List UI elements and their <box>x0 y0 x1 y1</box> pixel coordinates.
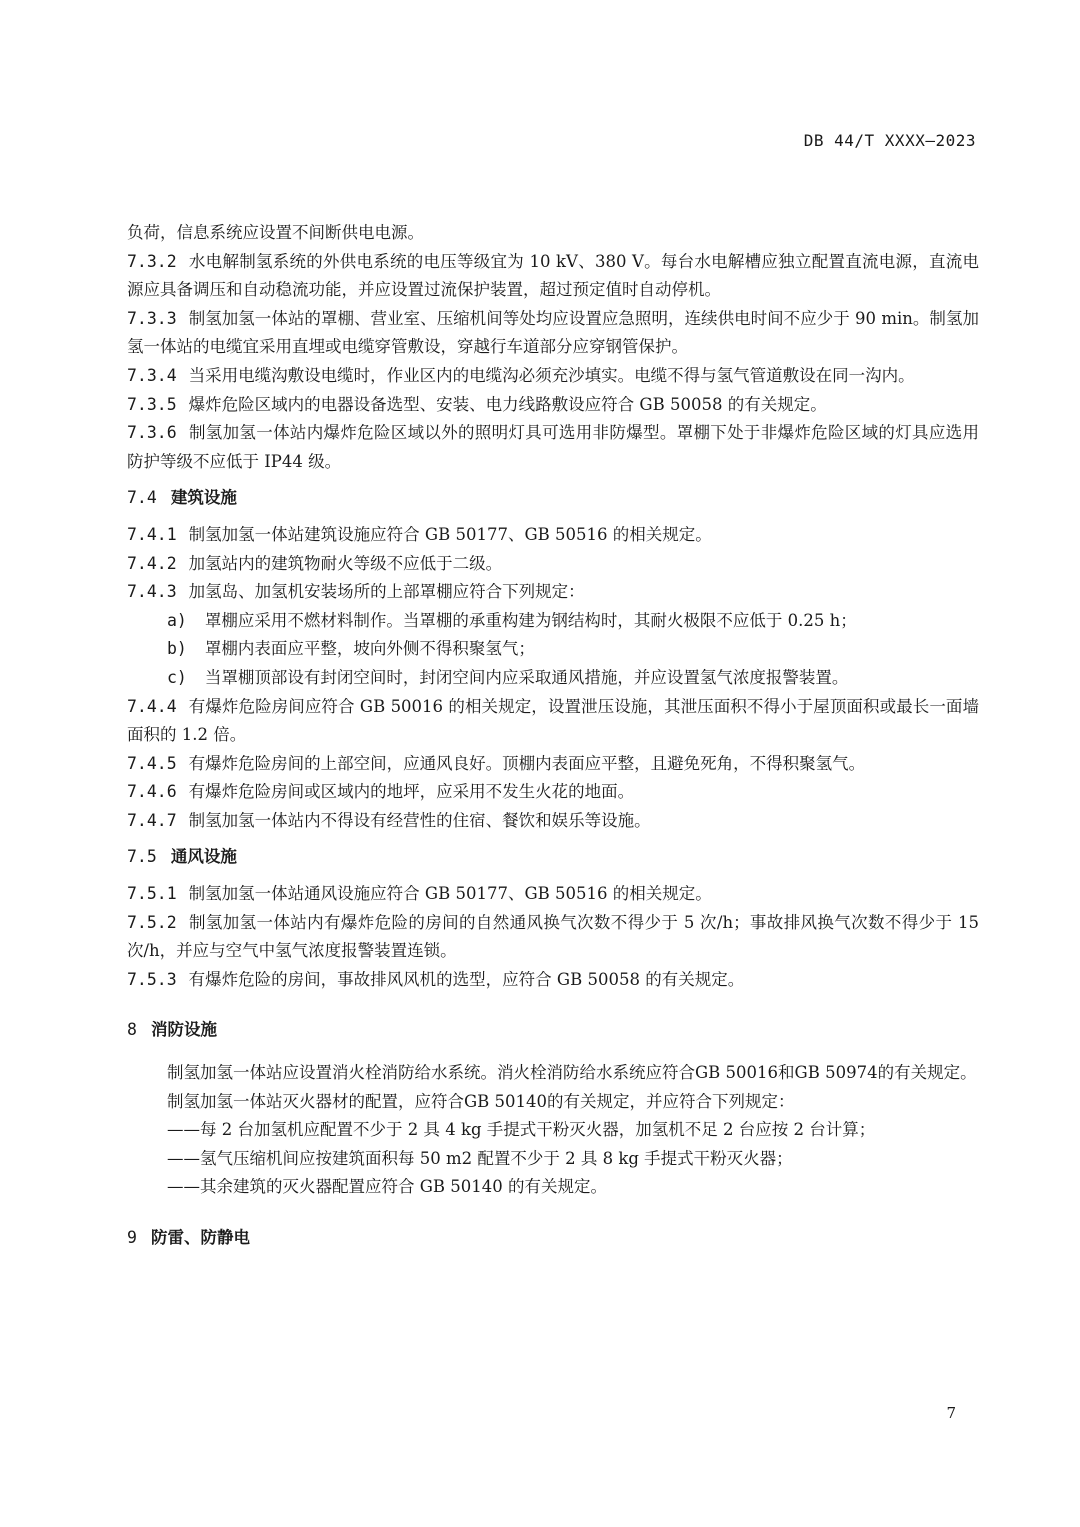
section-title: 通风设施 <box>170 847 237 867</box>
clause-7-3-4 <box>127 362 979 391</box>
clause-number: 7.4.5 <box>127 753 177 773</box>
clause-text: 有爆炸危险房间的上部空间，应通风良好。顶棚内表面应平整，且避免死角，不得积聚氢气。 <box>188 753 866 773</box>
section-heading-7-4 <box>127 484 979 513</box>
clause-text: 加氢站内的建筑物耐火等级不应低于二级。 <box>188 553 503 573</box>
clause-number: 7.4.7 <box>127 810 177 830</box>
clause-number: 7.5.1 <box>127 884 177 904</box>
list-letter: b) <box>167 639 187 659</box>
clause-number: 7.3.3 <box>127 308 177 328</box>
clause-text: 制氢加氢一体站内不得设有经营性的住宿、餐饮和娱乐等设施。 <box>188 810 651 830</box>
clause-7-5-1 <box>127 880 979 909</box>
section-number: 8 <box>127 1020 137 1040</box>
clause-text: 有爆炸危险房间或区域内的地坪，应采用不发生火花的地面。 <box>188 782 635 802</box>
clause-7-4-3 <box>127 578 979 607</box>
clause-7-3-6 <box>127 419 979 476</box>
clause-7-4-7 <box>127 807 979 836</box>
clause-text: 制氢加氢一体站内有爆炸危险的房间的自然通风换气次数不得少于 5 次/h；事故排风换气次数不得少于 15 次/h，并应与空气中氢气浓度报警装置连锁。 <box>127 912 979 961</box>
section-heading-9 <box>127 1224 979 1253</box>
clause-7-4-6 <box>127 778 979 807</box>
list-item-b <box>127 635 979 664</box>
clause-text: 有爆炸危险的房间，事故排风风机的选型，应符合 GB 50058 的有关规定。 <box>188 969 745 989</box>
clause-7-5-2 <box>127 909 979 966</box>
paragraph-731-continuation: 负荷，信息系统应设置不间断供电电源。 <box>127 223 424 242</box>
paragraph-8-2: 制氢加氢一体站灭火器材的配置，应符合GB 50140的有关规定，并应符合下列规定： <box>167 1091 795 1111</box>
list-letter: c) <box>167 667 187 687</box>
clause-7-3-3 <box>127 305 979 362</box>
section-title: 消防设施 <box>150 1020 217 1040</box>
clause-number: 7.4.3 <box>127 582 177 602</box>
clause-text: 制氢加氢一体站建筑设施应符合 GB 50177、GB 50516 的相关规定。 <box>188 524 712 544</box>
section-heading-7-5 <box>127 843 979 872</box>
clause-text: 水电解制氢系统的外供电系统的电压等级宜为 10 kV、380 V。每台水电解槽应独立配置直流电源，直流电源应具备调压和自动稳流功能，并应设置过流保护装置，超过预定值时自动停机。 <box>127 251 979 300</box>
section-number: 9 <box>127 1228 137 1247</box>
clause-7-4-4 <box>127 693 979 750</box>
clause-text: 制氢加氢一体站通风设施应符合 GB 50177、GB 50516 的相关规定。 <box>188 884 712 904</box>
clause-number: 7.4.2 <box>127 553 177 573</box>
clause-7-4-5 <box>127 750 979 779</box>
dash-item-2: ——氢气压缩机间应按建筑面积每 50 m2 配置不少于 2 具 8 kg 手提式干粉灭火器； <box>167 1148 793 1168</box>
dash-item-1: ——每 2 台加氢机应配置不少于 2 具 4 kg 手提式干粉灭火器，加氢机不足 2 台应按 2 台计算； <box>167 1120 876 1140</box>
list-item-a <box>127 607 979 636</box>
clause-text: 制氢加氢一体站的罩棚、营业室、压缩机间等处均应设置应急照明，连续供电时间不应少于 90 min。制氢加氢一体站的电缆宜采用直埋或电缆穿管敷设，穿越行车道部分应穿钢管保护。 <box>127 308 979 357</box>
list-item-c <box>127 664 979 693</box>
clause-7-3-2 <box>127 248 979 305</box>
section-number: 7.5 <box>127 847 157 867</box>
document-body <box>127 219 979 1253</box>
clause-text: 有爆炸危险房间应符合 GB 50016 的相关规定，设置泄压设施，其泄压面积不得小于屋顶面积或最长一面墙面积的 1.2 倍。 <box>127 696 979 745</box>
list-text: 罩棚应采用不燃材料制作。当罩棚的承重构建为钢结构时，其耐火极限不应低于 0.25 h； <box>204 610 857 630</box>
clause-number: 7.3.5 <box>127 394 177 414</box>
page-number: 7 <box>946 1404 956 1422</box>
section-number: 7.4 <box>127 488 157 508</box>
section-title: 建筑设施 <box>170 488 237 508</box>
document-id-header: DB 44/T XXXX—2023 <box>803 131 976 150</box>
list-text: 当罩棚顶部设有封闭空间时，封闭空间内应采取通风措施，并应设置氢气浓度报警装置。 <box>204 667 849 687</box>
clause-text: 爆炸危险区域内的电器设备选型、安装、电力线路敷设应符合 GB 50058 的有关规定。 <box>188 394 827 414</box>
clause-7-5-3 <box>127 966 979 995</box>
clause-7-4-2 <box>127 550 979 579</box>
dash-item-3: ——其余建筑的灭火器配置应符合 GB 50140 的有关规定。 <box>167 1177 608 1197</box>
clause-number: 7.3.2 <box>127 251 177 271</box>
list-letter: a) <box>167 610 187 630</box>
clause-number: 7.5.2 <box>127 912 177 932</box>
list-text: 罩棚内表面应平整，坡向外侧不得积聚氢气； <box>204 639 535 659</box>
clause-text: 加氢岛、加氢机安装场所的上部罩棚应符合下列规定： <box>188 582 585 602</box>
clause-number: 7.5.3 <box>127 969 177 989</box>
clause-number: 7.3.4 <box>127 365 177 385</box>
paragraph-8-1: 制氢加氢一体站应设置消火栓消防给水系统。消火栓消防给水系统应符合GB 50016和GB 50974的有关规定。 <box>167 1063 977 1083</box>
clause-number: 7.4.6 <box>127 782 177 802</box>
clause-number: 7.3.6 <box>127 423 177 443</box>
clause-7-3-5 <box>127 391 979 420</box>
section-title: 防雷、防静电 <box>150 1228 250 1247</box>
clause-text: 制氢加氢一体站内爆炸危险区域以外的照明灯具可选用非防爆型。罩棚下处于非爆炸危险区域的灯具应选用防护等级不应低于 IP44 级。 <box>127 423 979 471</box>
clause-number: 7.4.4 <box>127 696 177 716</box>
clause-text: 当采用电缆沟敷设电缆时，作业区内的电缆沟必须充沙填实。电缆不得与氢气管道敷设在同一沟内。 <box>188 365 915 385</box>
clause-number: 7.4.1 <box>127 524 177 544</box>
clause-7-4-1 <box>127 521 979 550</box>
section-heading-8 <box>127 1016 979 1045</box>
